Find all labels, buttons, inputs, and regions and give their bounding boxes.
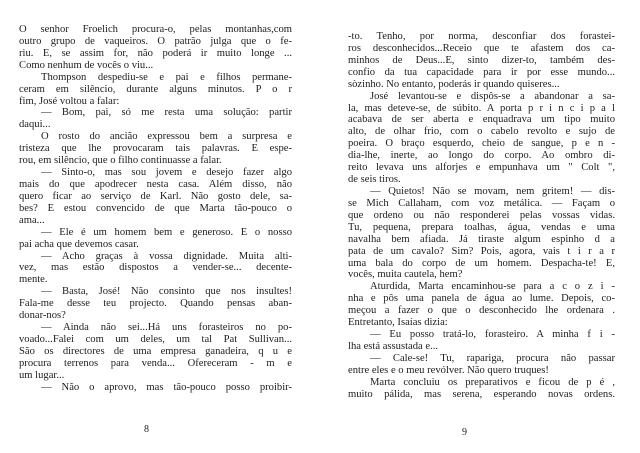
text-line: voado...Falei com um deles, um tal Pat Sullivan...: [19, 333, 292, 345]
text-line: confio da tua capacidade para ir por esse mundo...: [348, 66, 615, 78]
text-line: rou, em silêncio, que o filho continuasse a falar.: [19, 155, 222, 167]
paragraph: [19, 322, 292, 382]
text-line: O senhor Froelich procura-o, pelas montanhas,com: [19, 24, 292, 35]
text-line: — Ainda não sei...Há uns forasteiros no po-: [41, 322, 292, 334]
paragraph: [348, 353, 615, 377]
text-line: Marta concluiu os preparativos e ficou de p é ,: [370, 376, 615, 388]
text-line: — Sinto-o, mas sou jovem e desejo fazer algo: [41, 167, 292, 179]
text-line: José levantou-se e dispôs-se a abandonar a sa-: [370, 90, 615, 102]
text-line: tristeza que lhe provocaram tais palavras. E espe-: [19, 143, 292, 155]
text-line: um lugar...: [19, 369, 65, 381]
text-line: alto, de olhar frio, com o cabelo revolto e sujo de: [348, 126, 615, 138]
text-line: navalha bem afiada. Já tiraste algum espinho d a: [348, 233, 615, 245]
text-line: Como nenhum de vocês o viu...: [19, 59, 154, 71]
paragraph: [19, 107, 292, 131]
text-line: — Basta, José! Não consinto que nos insultes!: [41, 286, 292, 298]
text-line: — Bom, pai, só me resta uma solução: partir: [41, 107, 292, 119]
text-line: vocês, muita cautela, hem?: [348, 269, 463, 281]
paragraph: [348, 91, 615, 186]
text-line: nha e pôs uma panela de água ao lume. Depois, co-: [348, 293, 615, 305]
text-line: — Eu posso tratá-lo, forasteiro. A minha f i -: [370, 329, 615, 341]
paragraph: [19, 251, 292, 287]
text-line: meçou a fazer o que o desconhecido lhe ordenara .: [348, 305, 615, 317]
text-line: Aturdida, Marta encaminhou-se para a c o z i -: [370, 281, 615, 293]
text-line: ros desconhecidos...Receio que te afastem dos ca-: [348, 42, 615, 54]
paragraph: [348, 329, 615, 353]
text-line: pai acha que devemos casar.: [19, 238, 139, 250]
text-line: Fala-me desse teu projecto. Quando pensas aban-: [19, 298, 292, 310]
page-number: 9: [462, 427, 467, 438]
text-line: reito levava uns alforjes e empunhava um " Colt ",: [348, 162, 615, 174]
right-page-text: [348, 31, 615, 401]
text-line: O rosto do ancião expressou bem a surpresa e: [41, 131, 292, 143]
text-line: riu. E, se assim for, não poderá ir muito longe ...: [19, 47, 292, 59]
text-line: quero ficar ao serviço de Karl. Não gosto dele, sa-: [19, 190, 292, 202]
text-line: entre eles e o meu revólver. Não quero truques!: [348, 364, 549, 376]
text-line: ama...: [19, 214, 45, 226]
paragraph: [19, 286, 292, 322]
paragraph: [19, 167, 292, 227]
paragraph: [19, 72, 292, 108]
text-line: — Ele é um homem bem e generoso. E o nosso: [41, 226, 292, 238]
text-line: daqui...: [19, 119, 51, 131]
text-line: fim, José voltou a falar:: [19, 95, 120, 107]
text-line: — Não o aprovo, mas tão-pouco posso proibir-: [41, 381, 292, 393]
paragraph: [348, 281, 615, 329]
text-line: lha está assustada e...: [348, 340, 439, 352]
text-line: de seis tiros.: [348, 174, 401, 186]
text-line: Thompson despediu-se e pai e filhos permane-: [41, 71, 292, 83]
text-line: sòzinho. No entanto, poderás ir quando quiseres...: [348, 78, 560, 90]
text-line: Tu, pequena, prepara toalhas, água, vendas e uma: [348, 221, 615, 233]
text-line: — Cale-se! Tu, rapariga, procura não passar: [370, 352, 615, 364]
text-line: — Acho graças à vossa dignidade. Muita alti-: [41, 250, 292, 262]
text-line: bes? E estou convencido de que Marta tão-pouco o: [19, 202, 292, 214]
paragraph: [19, 131, 292, 167]
page-number: 8: [144, 424, 149, 435]
text-line: — Quietos! Não se movam, nem gritem! — dis-: [370, 185, 615, 197]
text-line: acabava de ser aberta e enquadrava um tipo muito: [348, 114, 615, 126]
text-line: outro grupo de vaqueiros. O patrão julga que o fe-: [19, 35, 292, 47]
paragraph: [348, 31, 615, 91]
text-line: la, mas deteve-se, de súbito. A porta p r i n c i p a l: [348, 102, 615, 114]
paragraph: [348, 186, 615, 281]
paragraph: [348, 377, 615, 401]
text-line: que ordeno ou não responderei pelas vossas vidas.: [348, 209, 615, 221]
text-line: muito pálida, mas serena, esperando novas ordens.: [348, 388, 615, 400]
paragraph: [19, 24, 292, 72]
text-line: minhos de Deus...E, sinto dizer-to, também des-: [348, 54, 615, 66]
paragraph: [19, 227, 292, 251]
text-line: dia-lhe, inerte, ao longo do corpo. Ao ombro di-: [348, 150, 615, 162]
text-line: mais do que apodrecer nesta casa. Além disso, não: [19, 178, 292, 190]
text-line: mente.: [19, 274, 48, 286]
text-line: vez, mas estão dispostos a vender-se... decente-: [19, 262, 292, 274]
text-line: donar-nos?: [19, 310, 66, 322]
text-line: se Mich Callaham, com voz metálica. — Façam o: [348, 197, 615, 209]
text-line: ceram em silêncio, durante alguns minutos. P o r: [19, 83, 292, 95]
text-line: São os directores de uma empresa ganadeira, q u e: [19, 345, 292, 357]
text-line: pata de um cavalo? Sim? Pois, agora, vais t i r a r: [348, 245, 615, 257]
text-line: procura terrenos para venda... Ofereceram - m e: [19, 357, 292, 369]
text-line: Entretanto, Isaías dizia:: [348, 317, 448, 329]
paragraph: [19, 382, 292, 394]
right-page: [320, 0, 640, 453]
left-page-text: [19, 24, 292, 394]
text-line: -to. Tenho, por norma, desconfiar dos forastei-: [348, 31, 615, 42]
text-line: uma bala do corpo de um homem. Despacha-te! E,: [348, 257, 615, 269]
text-line: poeira. O braço esquerdo, cheio de sangue, p e n -: [348, 138, 615, 150]
